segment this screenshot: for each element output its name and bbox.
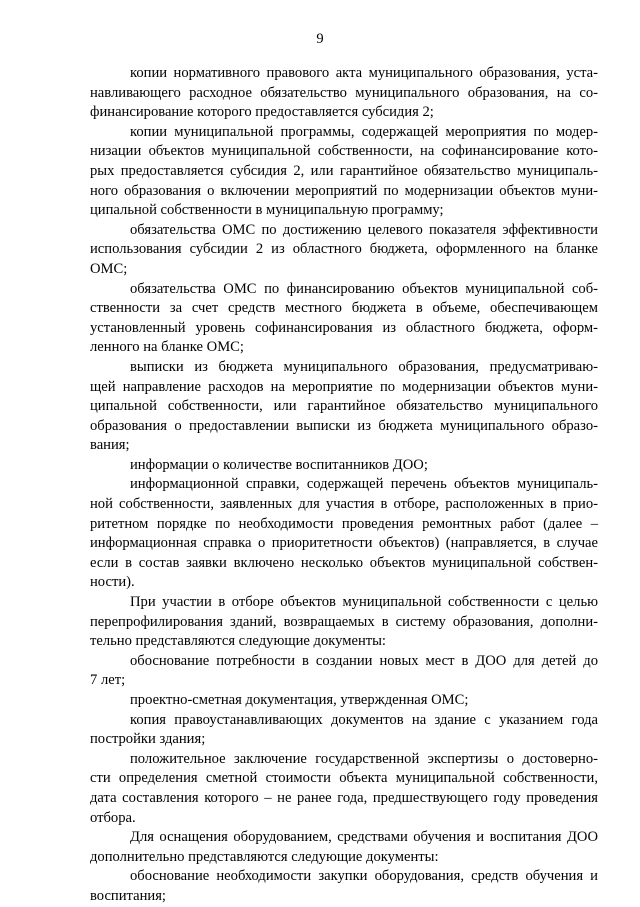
text-line: установленный уровень софинансирования из областного бюджета, оформ- <box>90 319 598 336</box>
text-line: дата составления которого – не ранее года, предшествующего году проведения <box>90 789 598 806</box>
text-line: низации объектов муниципальной собственности, на софинансирование кото- <box>90 143 598 160</box>
text-line: ципальной собственности, или гарантийное обязательство муниципального <box>90 398 598 415</box>
text-line: 7 лет; <box>90 672 126 689</box>
text-line: образования о предоставлении выписки из бюджета муниципального образо- <box>90 417 598 434</box>
text-line: ной собственности, заявленных для участия в отборе, расположенных в прио- <box>90 496 598 513</box>
text-line: копия правоустанавливающих документов на здание с указанием года <box>130 711 598 728</box>
page-number: 9 <box>316 31 324 47</box>
text-line: проектно-сметная документация, утвержденная ОМС; <box>130 692 469 708</box>
paragraph <box>90 456 598 476</box>
text-line: Для оснащения оборудованием, средствами обучения и воспитания ДОО <box>130 829 598 846</box>
text-line: тельно представляются следующие документы: <box>90 633 386 650</box>
text-line: воспитания; <box>90 887 166 904</box>
text-line: постройки здания; <box>90 731 206 748</box>
text-line: положительное заключение государственной экспертизы о достоверно- <box>130 750 598 767</box>
paragraph <box>90 221 598 280</box>
text-line: ственности за счет средств местного бюджета в объеме, обеспечивающем <box>90 300 598 317</box>
text-line: выписки из бюджета муниципального образования, предусматриваю- <box>130 358 598 375</box>
text-line: обязательства ОМС по достижению целевого показателя эффективности <box>130 221 598 238</box>
text-line: информации о количестве воспитанников ДОО; <box>130 456 428 473</box>
paragraph <box>90 475 598 593</box>
document-body <box>90 64 598 907</box>
text-line: дополнительно представляются следующие документы: <box>90 848 439 865</box>
text-line: ципальной собственности в муниципальную программу; <box>90 202 444 219</box>
text-line: информационной справки, содержащей перечень объектов муниципаль- <box>130 476 598 493</box>
text-line: финансирование которого предоставляется субсидия 2; <box>90 104 434 121</box>
paragraph <box>90 828 598 867</box>
text-line: ленного на бланке ОМС; <box>90 339 244 356</box>
text-line: обязательства ОМС по финансированию объектов муниципальной соб- <box>130 280 598 297</box>
text-line: При участии в отборе объектов муниципальной собственности с целью <box>130 594 598 611</box>
paragraph <box>90 64 598 123</box>
text-line: если в состав заявки включено несколько объектов муниципальной собствен- <box>90 554 598 571</box>
paragraph <box>90 593 598 652</box>
text-line: сти определения сметной стоимости объекта муниципальной собственности, <box>90 770 598 787</box>
text-line: использования субсидии 2 из областного бюджета, оформленного на бланке <box>90 241 598 258</box>
paragraph <box>90 750 598 828</box>
text-line: копии муниципальной программы, содержащей мероприятия по модер- <box>130 123 598 140</box>
text-line: обоснование необходимости закупки оборудования, средств обучения и <box>130 868 598 885</box>
text-line: информационная справка о приоритетности объектов) (направляется, в случае <box>90 535 598 552</box>
text-line: ритетном порядке по необходимости проведения ремонтных работ (далее – <box>90 515 598 532</box>
text-line: рых предоставляется субсидия 2, или гарантийное обязательство муниципаль- <box>90 162 598 179</box>
text-line: отбора. <box>90 809 136 826</box>
paragraph <box>90 123 598 221</box>
paragraph <box>90 867 598 906</box>
text-line: ного образования о включении мероприятий по модернизации объектов муни- <box>90 182 598 199</box>
paragraph <box>90 711 598 750</box>
paragraph <box>90 691 598 711</box>
text-line: навливающего расходное обязательство муниципального образования, на со- <box>90 84 598 101</box>
text-line: ности). <box>90 574 135 591</box>
text-line: копии нормативного правового акта муниципального образования, уста- <box>130 65 598 81</box>
paragraph <box>90 652 598 691</box>
text-line: щей направление расходов на мероприятие по модернизации объектов муни- <box>90 378 598 395</box>
paragraph <box>90 358 598 456</box>
text-line: перепрофилирования зданий, возвращаемых в систему образования, дополни- <box>90 613 598 630</box>
text-line: ОМС; <box>90 260 128 277</box>
paragraph <box>90 280 598 358</box>
text-line: вания; <box>90 437 130 454</box>
text-line: обоснование потребности в создании новых мест в ДОО для детей до <box>130 652 598 669</box>
